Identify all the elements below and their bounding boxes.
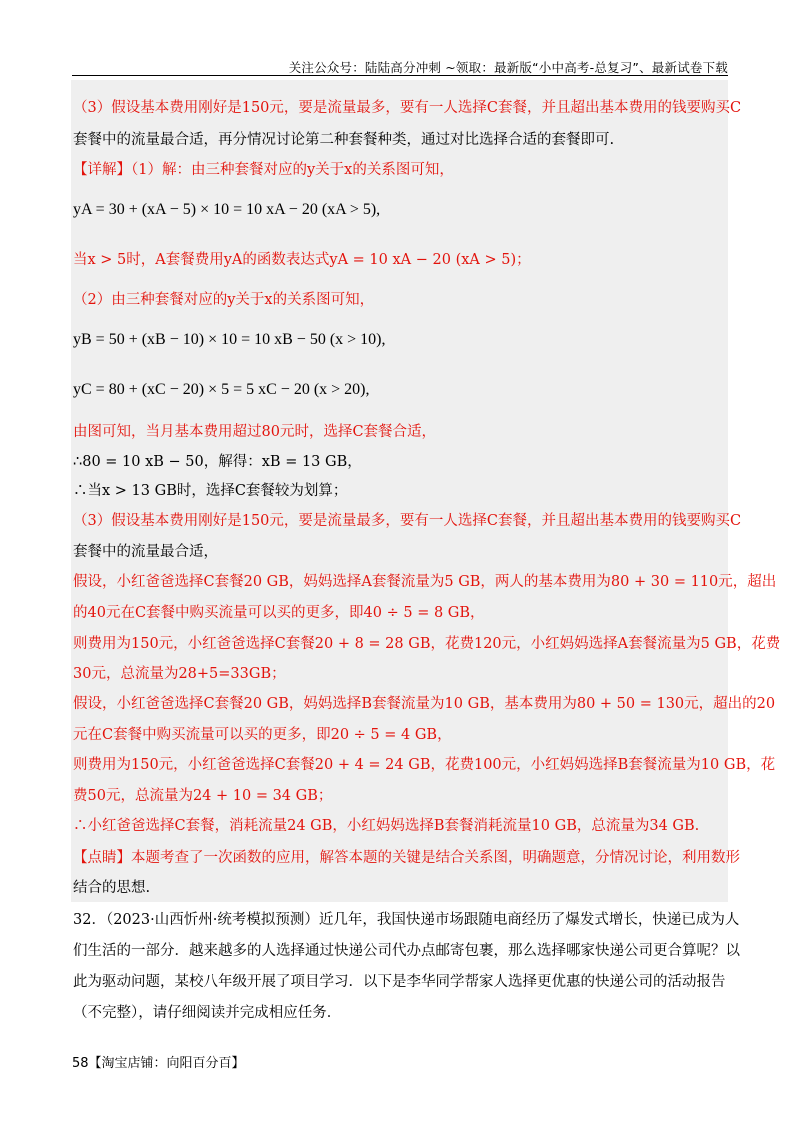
case-2-line-3: 则费用为150元，小红爸爸选择C套餐20 + 4 = 24 GB，花费100元，小红妈妈选择B套餐流量为10 GB，花 xyxy=(73,757,776,773)
case-2-line-4: 费50元，总流量为24 + 10 = 34 GB； xyxy=(73,788,333,804)
part-3-line-1: 套餐中的流量最合适， xyxy=(73,544,218,560)
analysis-line-1: （3）假设基本费用刚好是150元，要是流量最多，要有一人选择C套餐，并且超出基本费用的钱要购买C xyxy=(73,100,742,116)
case-2-line-2: 元在C套餐中购买流量可以买的更多，即20 ÷ 5 = 4 GB， xyxy=(73,727,452,743)
case-2-line-1: 假设，小红爸爸选择C套餐20 GB，妈妈选择B套餐流量为10 GB，基本费用为80 + 50 = 130元，超出的20 xyxy=(73,696,776,712)
answer-part-1: 当x > 5时，A套餐费用yA的函数表达式yA = 10 xA − 20 (xA > 5)； xyxy=(73,252,531,268)
question-line-1: 32．（2023·山西忻州·统考模拟预测）近几年，我国快递市场跟随电商经历了爆发式增长，快递已成为人 xyxy=(73,912,740,928)
page-footer: 58【淘宝店铺：向阳百分百】 xyxy=(72,1056,245,1071)
detail-heading: 【详解】（1）解：由三种套餐对应的y关于x的关系图可知， xyxy=(73,162,454,178)
equation-yb: yB = 50 + (xB − 10) × 10 = 10 xB − 50 (x > 10), xyxy=(73,331,386,348)
part-3-heading: （3）假设基本费用刚好是150元，要是流量最多，要有一人选择C套餐，并且超出基本费用的钱要购买C xyxy=(73,513,742,529)
question-line-4: （不完整），请仔细阅读并完成相应任务． xyxy=(73,1005,342,1021)
comment-line-1: 【点睛】本题考查了一次函数的应用，解答本题的关键是结合关系图，明确题意，分情况讨论，利用数形 xyxy=(73,850,740,866)
equation-ya: yA = 30 + (xA − 5) × 10 = 10 xA − 20 (xA > 5), xyxy=(73,201,381,218)
part-2-line-2: ∴80 = 10 xB − 50，解得：xB = 13 GB， xyxy=(73,454,362,470)
case-1-line-3: 则费用为150元，小红爸爸选择C套餐20 + 8 = 28 GB，花费120元，小红妈妈选择A套餐流量为5 GB，花费 xyxy=(73,636,781,652)
case-1-line-2: 的40元在C套餐中购买流量可以买的更多，即40 ÷ 5 = 8 GB， xyxy=(73,605,485,621)
case-1-line-1: 假设，小红爸爸选择C套餐20 GB，妈妈选择A套餐流量为5 GB，两人的基本费用为80 + 30 = 110元，超出 xyxy=(73,574,777,590)
equation-yc: yC = 80 + (xC − 20) × 5 = 5 xC − 20 (x > 20), xyxy=(73,381,370,398)
conclusion-line: ∴小红爸爸选择C套餐，消耗流量24 GB，小红妈妈选择B套餐消耗流量10 GB，总流量为34 GB. xyxy=(73,818,700,834)
part-2-heading: （2）由三种套餐对应的y关于x的关系图可知， xyxy=(73,292,375,308)
case-1-line-4: 30元，总流量为28+5=33GB； xyxy=(73,666,286,682)
question-line-2: 们生活的一部分．越来越多的人选择通过快递公司代办点邮寄包裹，那么选择哪家快递公司更合算呢？以 xyxy=(73,943,740,959)
comment-line-2: 结合的思想. xyxy=(73,880,151,896)
analysis-line-2: 套餐中的流量最合适，再分情况讨论第二种套餐种类，通过对比选择合适的套餐即可. xyxy=(73,132,615,148)
page-header: 关注公众号：陆陆高分冲刺 ~领取：最新版“小中高考-总复习”、最新试卷下载 xyxy=(288,60,728,75)
part-2-line-3: ∴当x > 13 GB时，选择C套餐较为划算； xyxy=(73,483,348,499)
question-line-3: 此为驱动问题，某校八年级开展了项目学习．以下是李华同学帮家人选择更优惠的快递公司的活动报告 xyxy=(73,974,726,990)
part-2-line-1: 由图可知，当月基本费用超过80元时，选择C套餐合适， xyxy=(73,424,437,440)
header-divider xyxy=(72,75,728,76)
